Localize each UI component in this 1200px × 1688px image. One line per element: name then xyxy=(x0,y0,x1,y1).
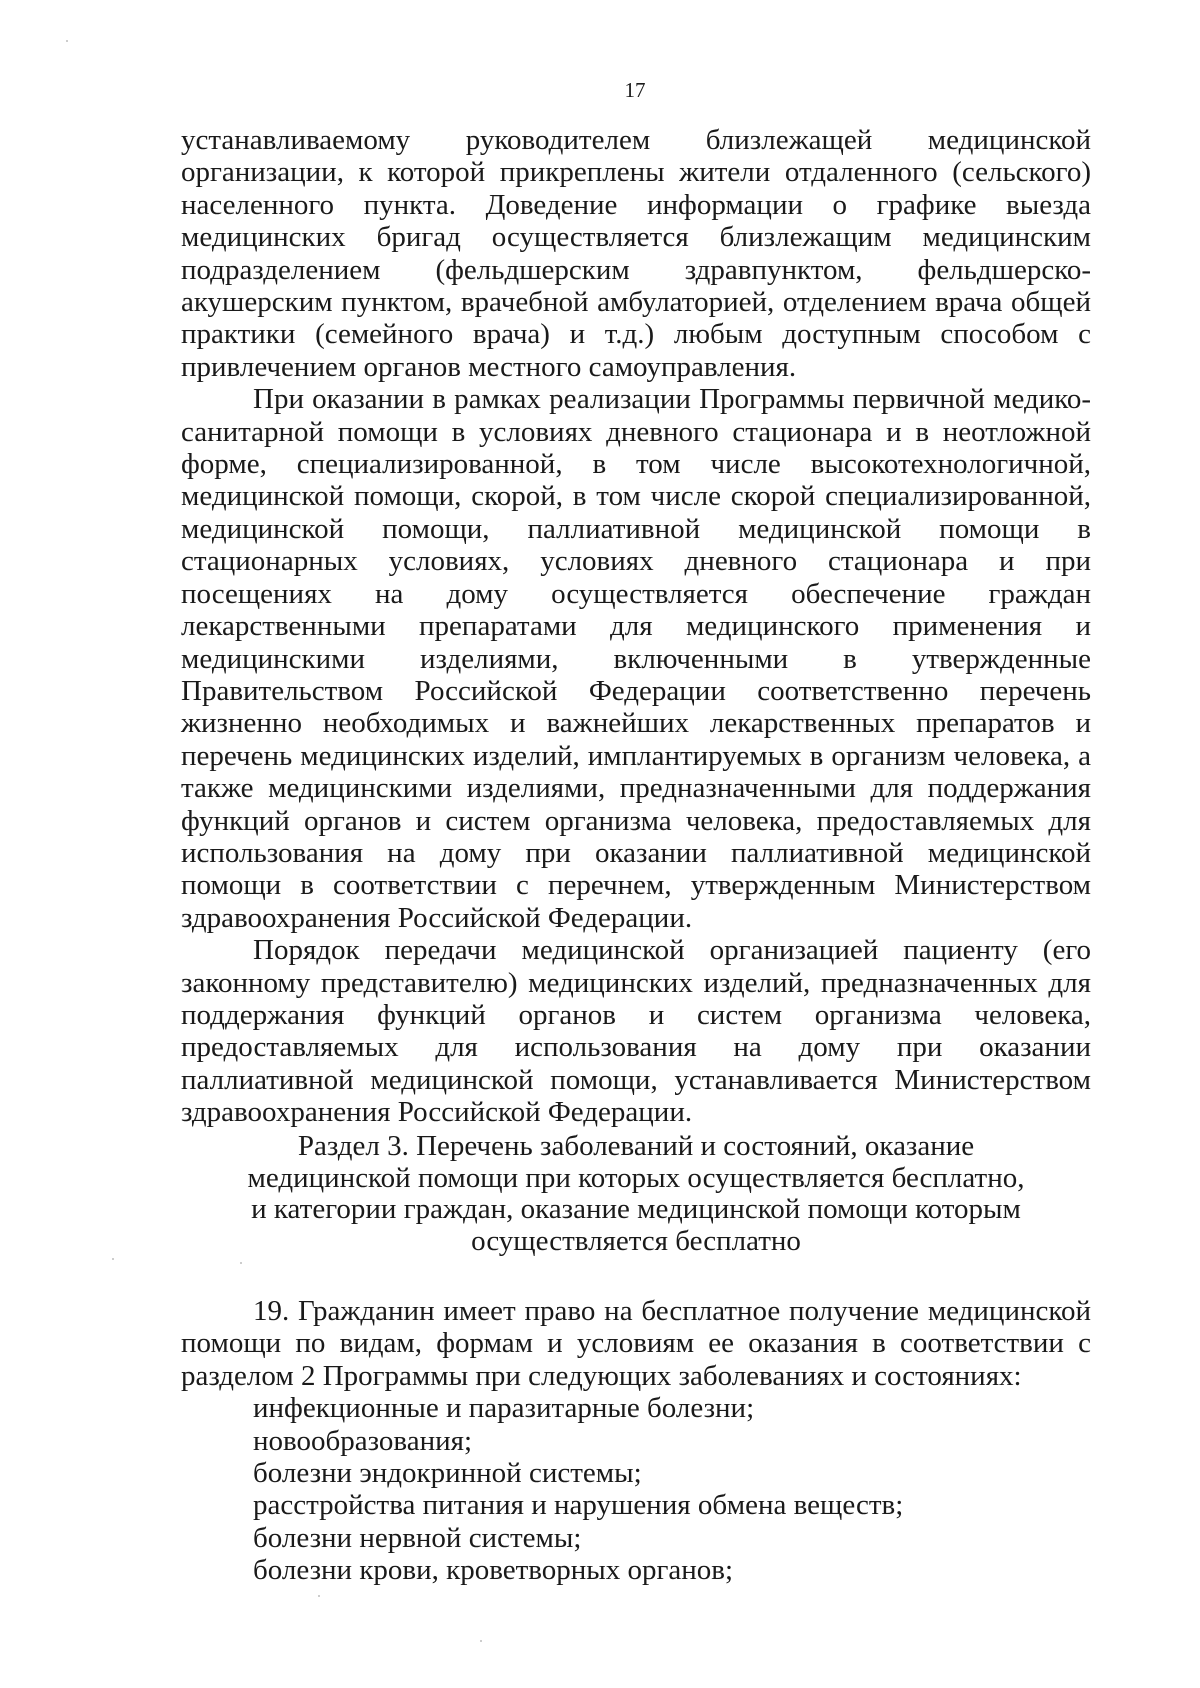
section-heading-line: осуществляется бесплатно xyxy=(471,1224,801,1257)
section-heading-line: Раздел 3. Перечень заболеваний и состояний, оказание xyxy=(297,1130,975,1162)
list-item: болезни нервной системы; xyxy=(253,1521,582,1554)
list-item: расстройства питания и нарушения обмена веществ; xyxy=(253,1489,904,1522)
scan-speck xyxy=(240,1262,242,1264)
scan-speck xyxy=(66,40,68,42)
section-heading xyxy=(181,1131,1091,1257)
paragraph-continuation: устанавливаемому руководителем близлежащей медицинской организации, к которой прикреплены жители отдаленного (сельского) населенного пункта. Доведение информации о графике выезда медицинских бригад осуществляется близлежащим медицинским подразделением (фельдшерским здравпунктом, фельдшерско-акушерским пунктом, врачебной амбулаторией, отделением врача общей практики (семейного врача) и т.д.) любым доступным способом с привлечением органов местного самоуправления. xyxy=(181,124,1091,383)
list-item: новообразования; xyxy=(253,1424,473,1457)
list-item: болезни эндокринной системы; xyxy=(253,1457,642,1490)
clause-19-text: 19. Гражданин имеет право на бесплатное получение медицинской помощи по видам, формам и условиям ее оказания в соответствии с разделом 2 Программы при следующих заболеваниях и состояниях: xyxy=(181,1295,1091,1392)
scan-speck xyxy=(318,1595,320,1597)
section-heading-line: и категории граждан, оказание медицинской помощи которым xyxy=(251,1193,1021,1225)
list-item: инфекционные и паразитарные болезни; xyxy=(253,1392,755,1425)
body-text xyxy=(181,124,1091,1129)
section-heading-line: медицинской помощи при которых осуществляется бесплатно, xyxy=(247,1161,1025,1194)
clause-19-block xyxy=(181,1295,1091,1587)
scan-speck xyxy=(112,1258,114,1260)
paragraph-device-transfer-order: Порядок передачи медицинской организацией пациенту (его законному представителю) медицинских изделий, предназначенных для поддержания функций органов и систем организма человека, предоставляемых для использования на дому при оказании паллиативной медицинской помощи, устанавливается Министерством здравоохранения Российской Федерации. xyxy=(181,934,1091,1129)
paragraph-medication-provision: При оказании в рамках реализации Программы первичной медико-санитарной помощи в условиях дневного стационара и в неотложной форме, специализированной, в том числе высокотехнологичной, медицинской помощи, скорой, в том числе скорой специализированной, медицинской помощи, паллиативной медицинской помощи в стационарных условиях, условиях дневного стационара и при посещениях на дому осуществляется обеспечение граждан лекарственными препаратами для медицинского применения и медицинскими изделиями, включенными в утвержденные Правительством Российской Федерации соответственно перечень жизненно необходимых и важнейших лекарственных препаратов и перечень медицинских изделий, имплантируемых в организм человека, а также медицинскими изделиями, предназначенными для поддержания функций органов и систем организма человека, предоставляемых для использования на дому при оказании паллиативной медицинской помощи в соответствии с перечнем, утвержденным Министерством здравоохранения Российской Федерации. xyxy=(181,383,1091,934)
page-number: 17 xyxy=(624,78,646,102)
list-item: болезни крови, кроветворных органов; xyxy=(253,1554,734,1587)
scan-speck xyxy=(480,1640,482,1642)
